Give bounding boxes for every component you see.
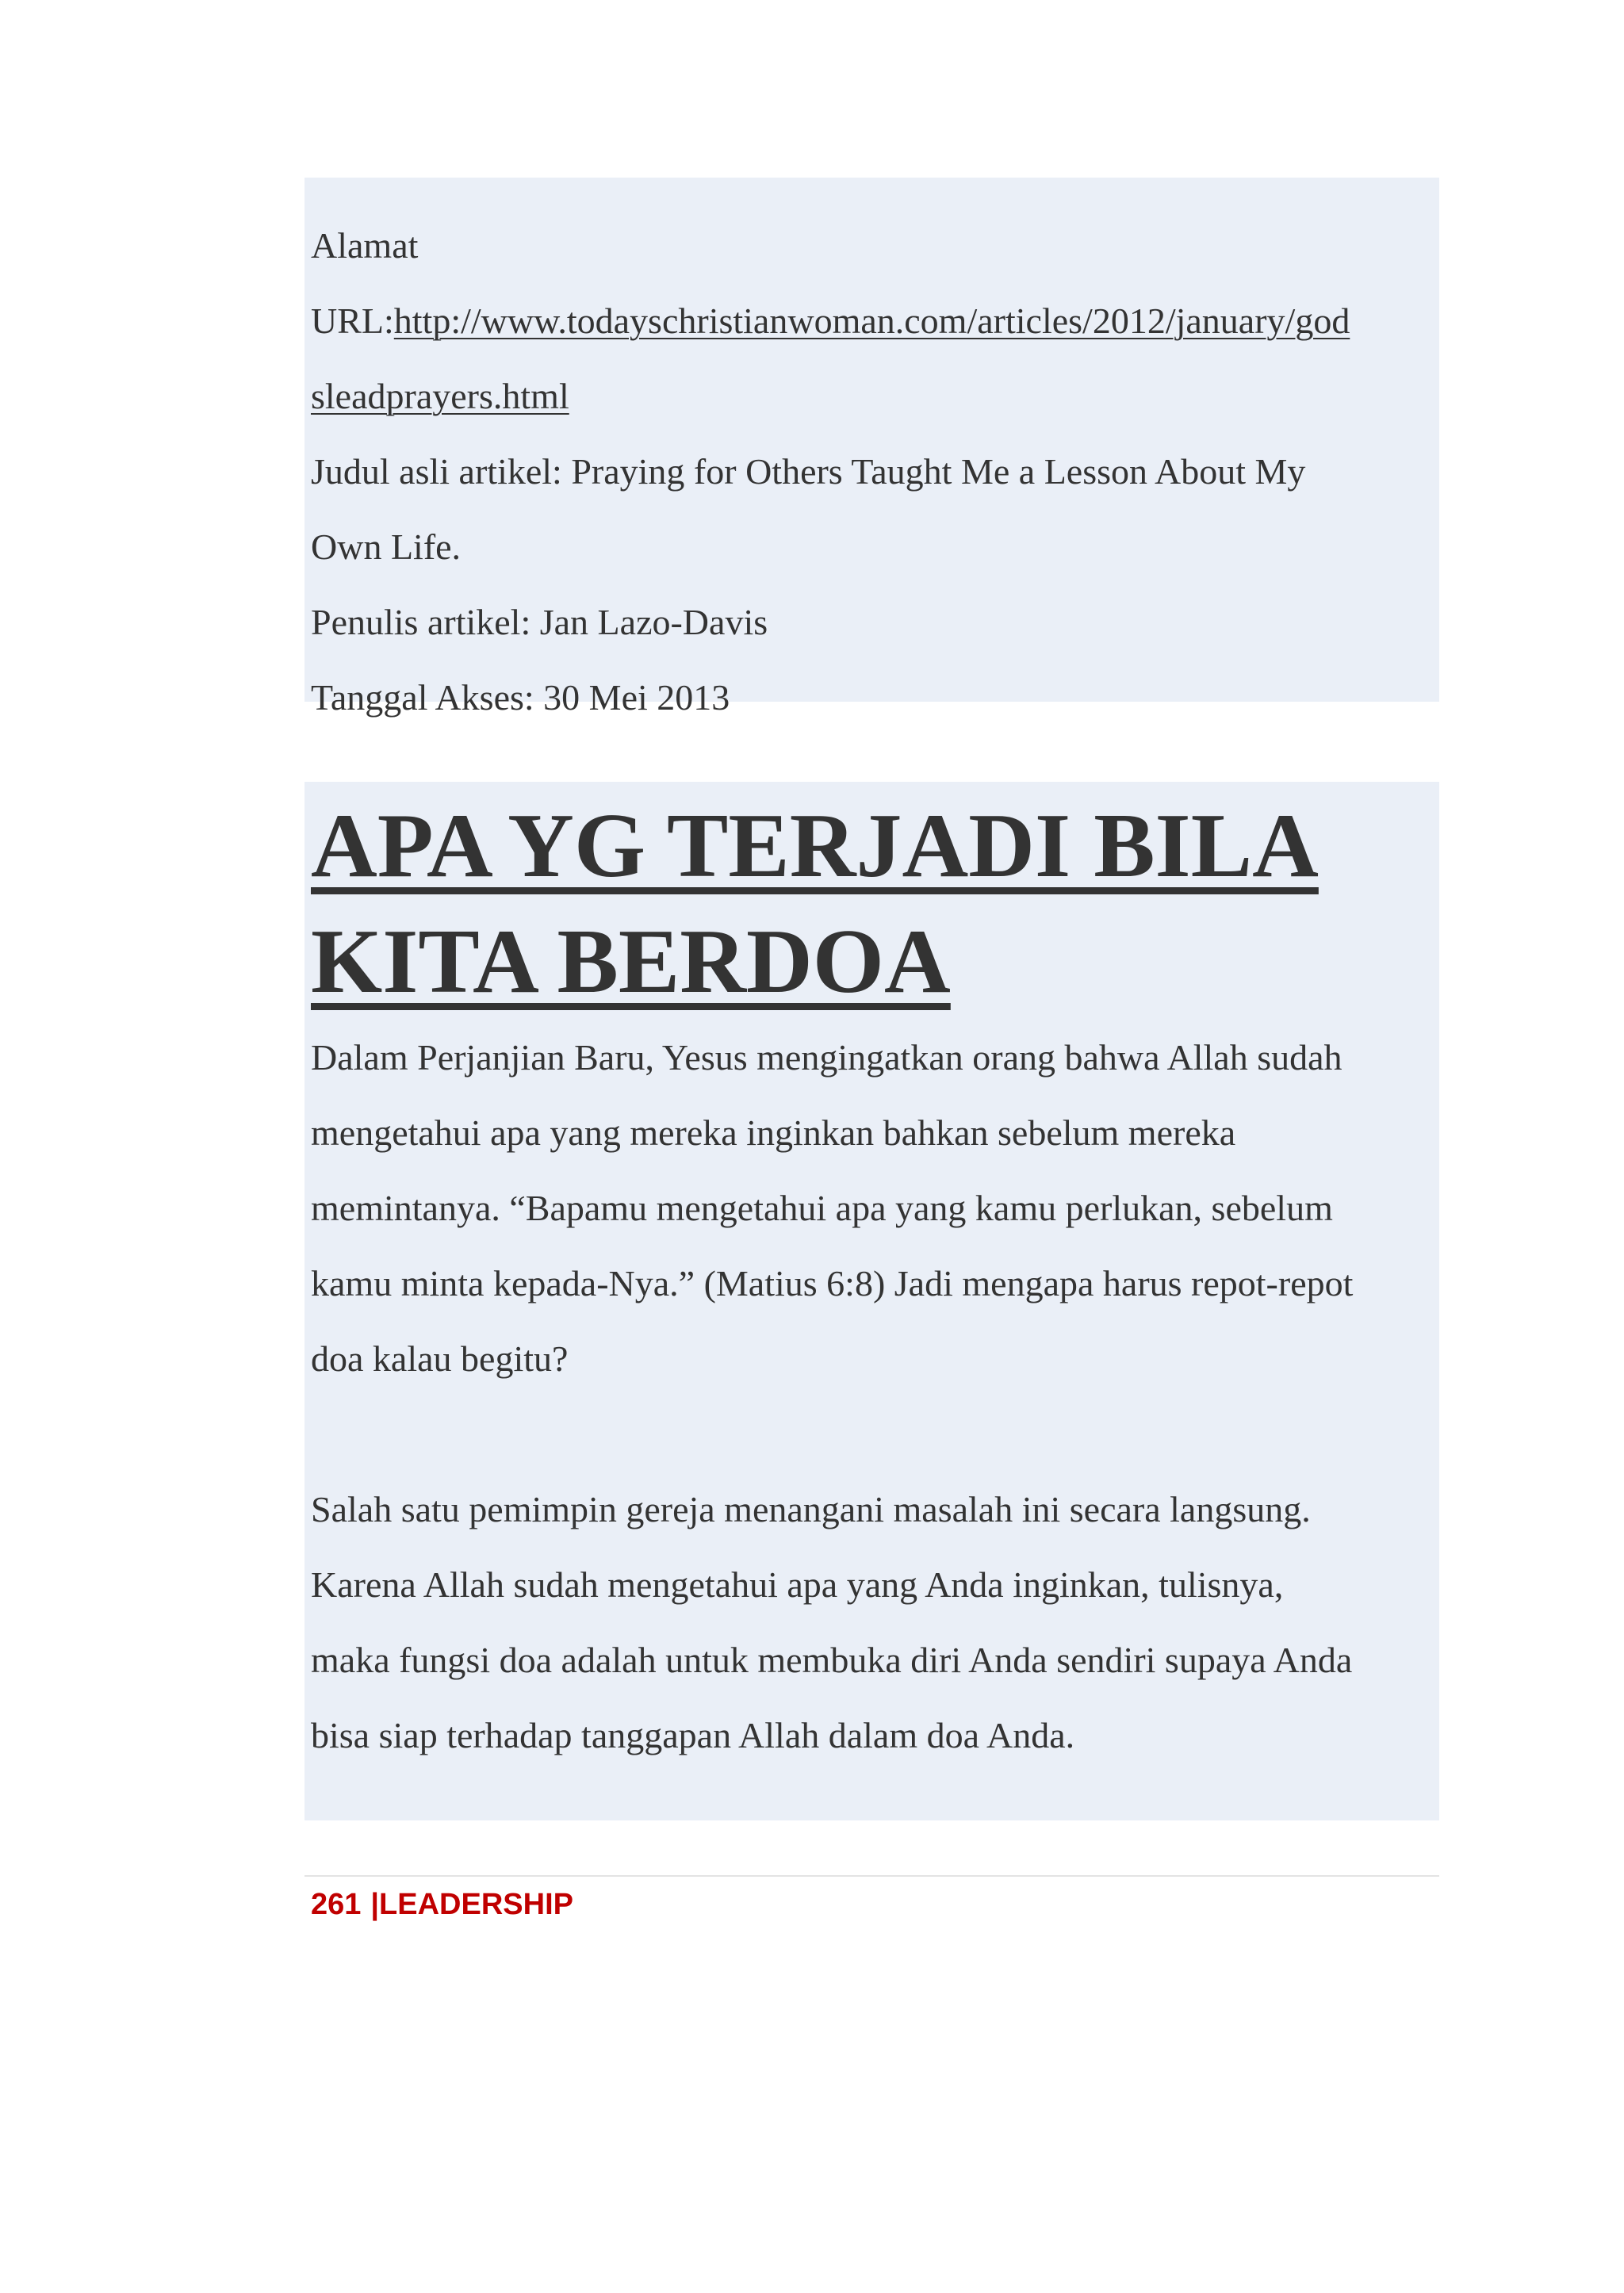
footer-separator: |	[370, 1888, 380, 1921]
source-url-link-continued[interactable]: sleadprayers.html	[311, 376, 569, 416]
page-footer	[311, 1881, 573, 1928]
section-name: LEADERSHIP	[379, 1888, 573, 1921]
article-heading-line-2: KITA BERDOA	[311, 911, 951, 1013]
url-prefix: URL:	[311, 301, 394, 341]
author-line: Penulis artikel: Jan Lazo-Davis	[311, 602, 768, 642]
paragraph-line: maka fungsi doa adalah untuk membuka diri Anda sendiri supaya Anda	[311, 1640, 1353, 1680]
article-paragraph-1	[311, 1020, 1433, 1396]
address-label: Alamat	[311, 225, 419, 266]
original-title-line: Judul asli artikel: Praying for Others Taught Me a Lesson About My	[311, 451, 1306, 492]
article-block	[304, 782, 1439, 1820]
paragraph-line: mengetahui apa yang mereka inginkan bahkan sebelum mereka	[311, 1112, 1236, 1153]
page-number: 261	[311, 1888, 362, 1921]
source-url-link[interactable]: http://www.todayschristianwoman.com/articles/2012/january/god	[393, 301, 1350, 341]
source-info-block	[304, 178, 1439, 718]
access-date-line: Tanggal Akses: 30 Mei 2013	[311, 677, 730, 718]
paragraph-line: memintanya. “Bapamu mengetahui apa yang kamu perlukan, sebelum	[311, 1188, 1333, 1228]
paragraph-line: Karena Allah sudah mengetahui apa yang Anda inginkan, tulisnya,	[311, 1564, 1284, 1605]
url-line	[311, 283, 1433, 358]
article-heading	[311, 782, 1433, 1020]
paragraph-line: bisa siap terhadap tanggapan Allah dalam doa Anda.	[311, 1715, 1075, 1755]
url-line-continued	[311, 358, 1433, 434]
paragraph-line: Dalam Perjanjian Baru, Yesus mengingatkan orang bahwa Allah sudah	[311, 1037, 1342, 1078]
article-heading-line-1: APA YG TERJADI BILA	[311, 795, 1319, 897]
paragraph-line: Salah satu pemimpin gereja menangani masalah ini secara langsung.	[311, 1489, 1311, 1529]
paragraph-line: doa kalau begitu?	[311, 1338, 569, 1379]
paragraph-line: kamu minta kepada-Nya.” (Matius 6:8) Jadi mengapa harus repot-repot	[311, 1263, 1354, 1303]
original-title-line-continued: Own Life.	[311, 526, 462, 567]
footer-divider	[304, 1875, 1439, 1877]
article-paragraph-2	[311, 1472, 1433, 1773]
